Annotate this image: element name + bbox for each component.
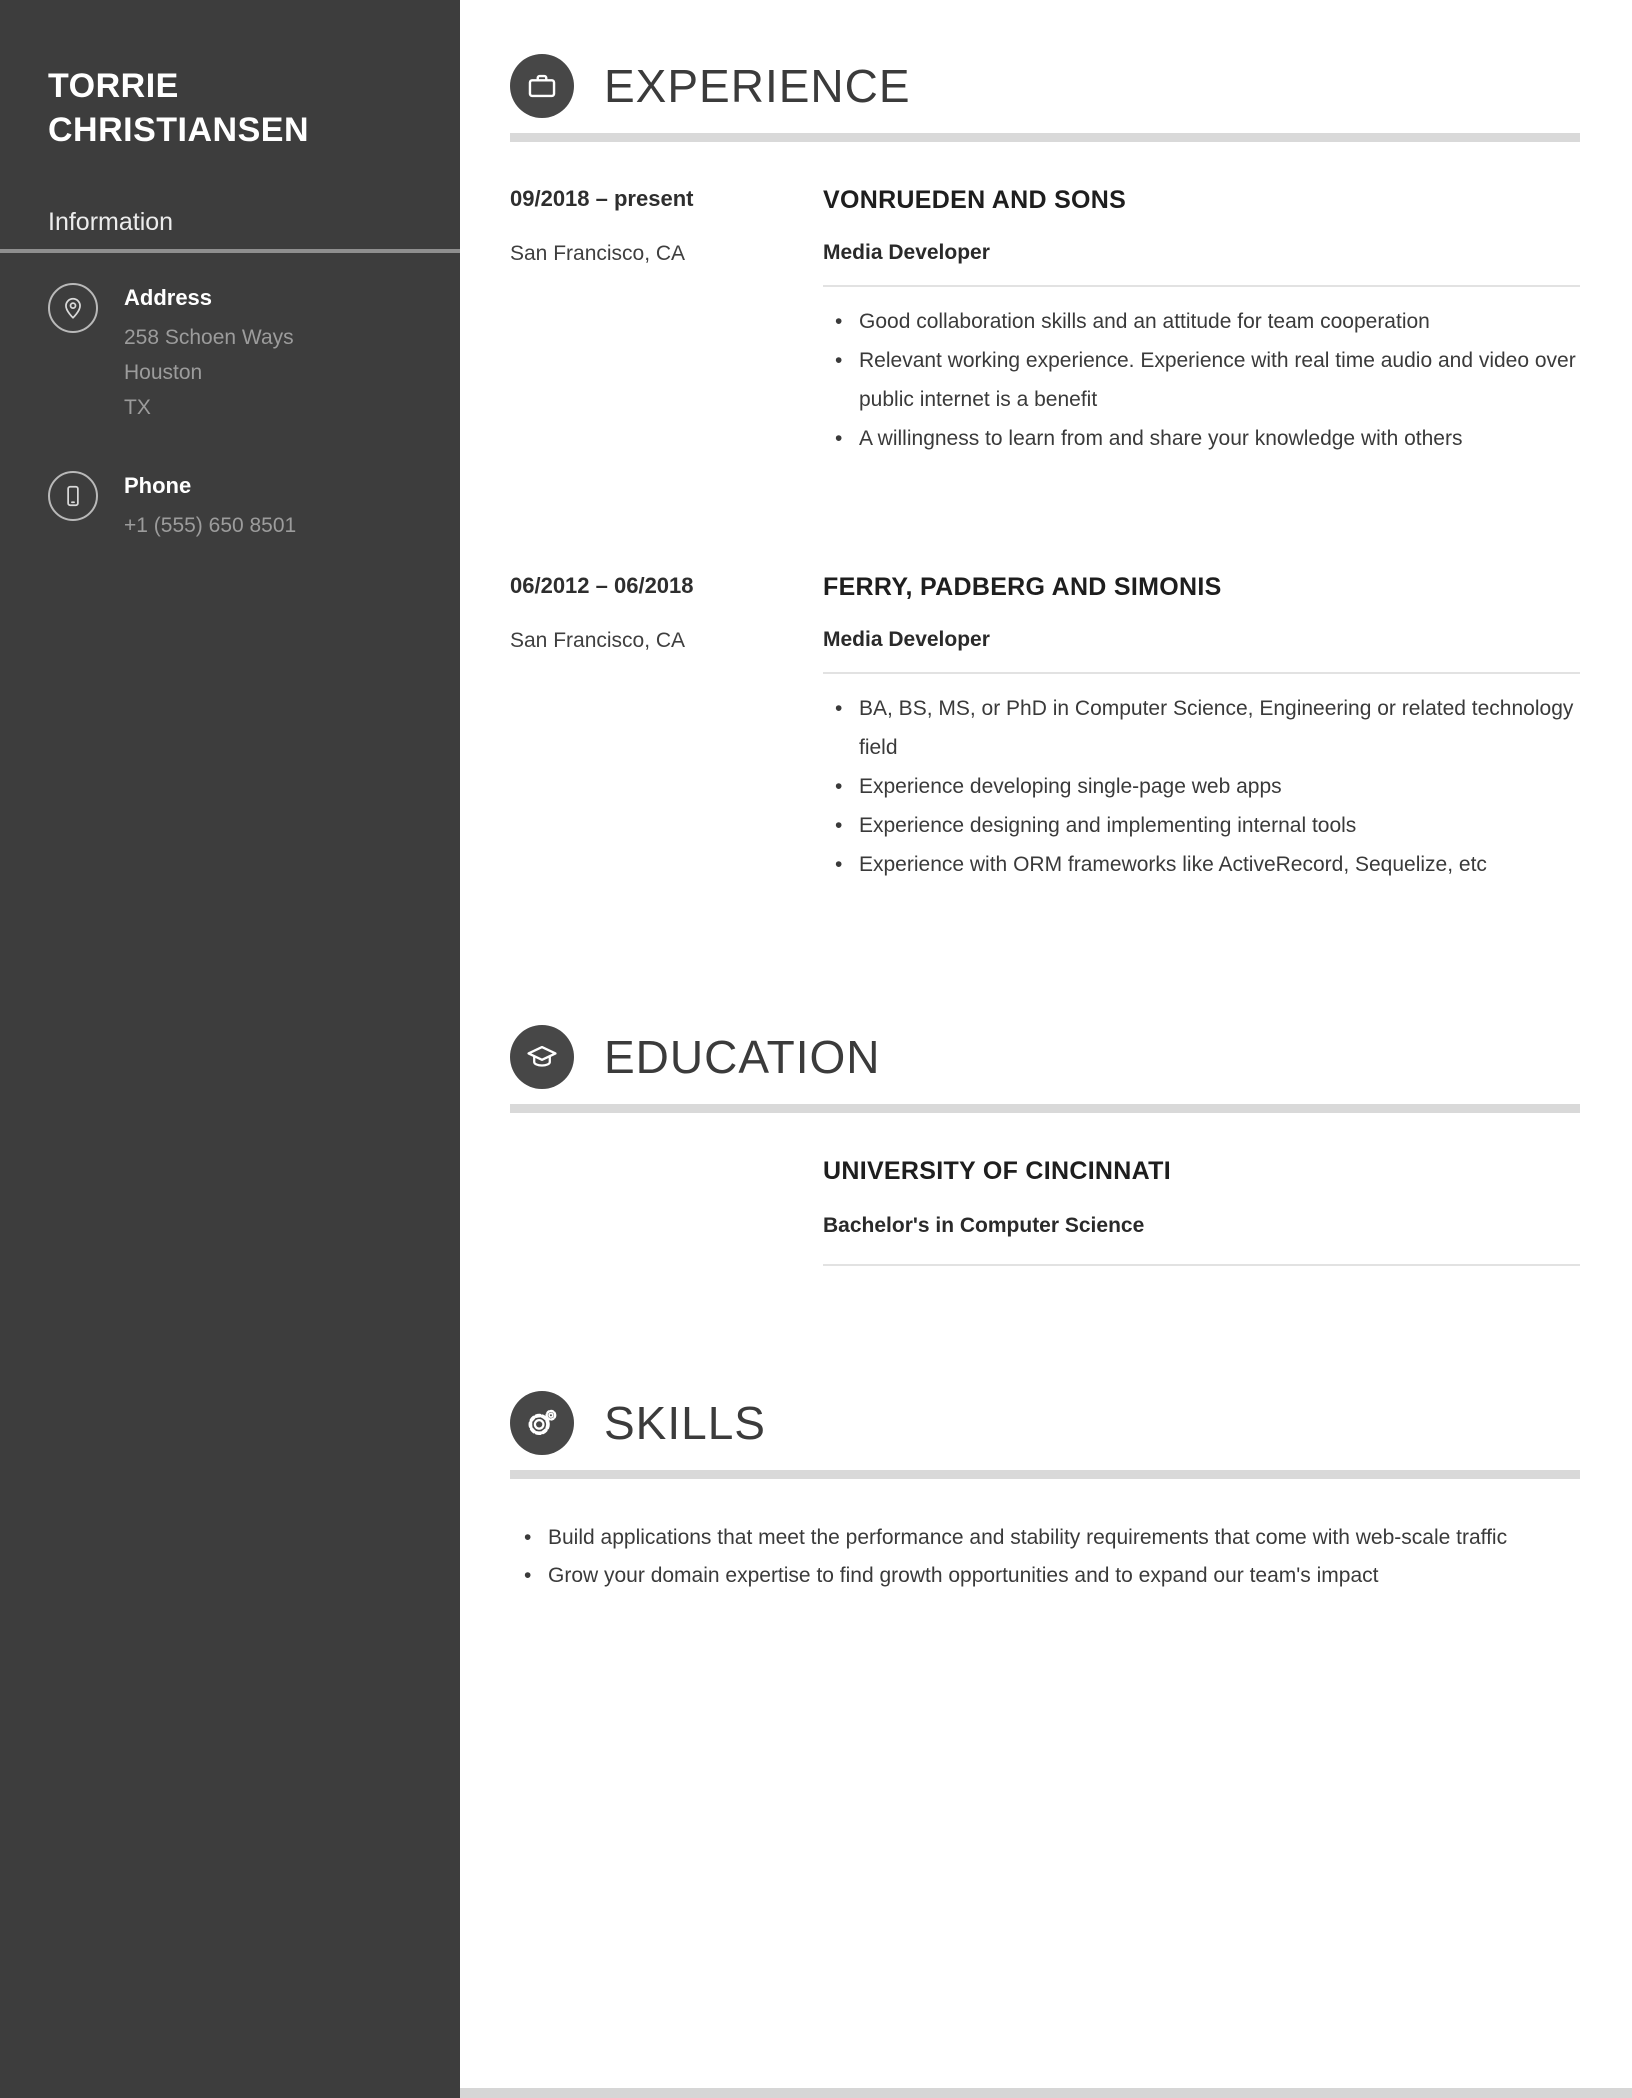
resume-main [460,0,1632,2098]
phone-number: +1 (555) 650 8501 [124,514,297,538]
experience-underline-bar [510,133,1580,142]
address-label: Address [124,285,213,311]
entry-details [823,186,1580,458]
experience-title: EXPERIENCE [604,60,911,112]
education-underline-bar [510,1104,1580,1113]
job-bullet: • Good collaboration skills and an attitude for team cooperation [823,303,1580,342]
address-line-street: 258 Schoen Ways [124,326,294,350]
entry-meta [510,1157,823,1266]
entry-meta [510,573,823,884]
sidebar [0,0,460,2098]
phone-body [124,471,296,544]
job-title: Media Developer [823,241,990,264]
page-bottom-edge [460,2088,1632,2098]
job-bullet: • Experience designing and implementing internal tools [823,807,1580,846]
entry-details [823,1157,1580,1266]
skills-section [510,1391,1580,1597]
address-line-city: Houston [124,361,203,385]
address-line-state: TX [124,395,151,419]
location-pin-icon [48,283,98,333]
education-title: EDUCATION [604,1030,881,1083]
job-title: Media Developer [823,628,990,652]
mobile-phone-icon [48,471,98,521]
job-bullet: • Experience developing single-page web apps [823,768,1580,807]
experience-section [510,54,1580,885]
briefcase-icon [510,54,574,118]
job-bullets [823,303,1580,458]
experience-header [510,54,1580,118]
entry-divider [823,672,1580,674]
skills-header [510,1391,1580,1455]
graduation-cap-icon [510,1025,574,1089]
information-heading: Information [48,208,174,237]
education-entry-cincinnati [510,1157,1580,1266]
entry-location: San Francisco, CA [510,629,686,653]
entry-divider [823,285,1580,287]
entry-dates: 06/2012 – 06/2018 [510,573,694,599]
company-name: VONRUEDEN AND SONS [823,186,1127,214]
school-name: UNIVERSITY OF CINCINNATI [823,1156,1171,1185]
candidate-name: TORRIE CHRISTIANSEN [48,67,310,150]
job-bullets [823,690,1580,884]
education-section [510,1025,1580,1266]
address-item [48,283,420,425]
entry-location: San Francisco, CA [510,242,686,265]
experience-entry-ferry [510,573,1580,884]
gears-icon [510,1391,574,1455]
company-name: FERRY, PADBERG AND SIMONIS [823,573,1222,602]
skills-title: SKILLS [604,1396,766,1449]
skills-list [510,1519,1580,1597]
phone-item [48,471,420,544]
entry-dates: 09/2018 – present [510,186,694,211]
job-bullet: • BA, BS, MS, or PhD in Computer Science, Engineering or related technology field [823,690,1580,768]
degree-name: Bachelor's in Computer Science [823,1213,1145,1237]
sidebar-divider [0,249,460,253]
job-bullet: • Relevant working experience. Experience with real time audio and video over public internet is a benefit [823,342,1580,420]
education-header [510,1025,1580,1089]
entry-details [823,573,1580,884]
entry-meta [510,186,823,458]
experience-entry-vonrueden [510,186,1580,458]
skill-bullet: • Build applications that meet the performance and stability requirements that come with web-scale traffic [510,1519,1580,1558]
entry-divider [823,1264,1580,1266]
job-bullet: • A willingness to learn from and share your knowledge with others [823,420,1580,459]
job-bullet: • Experience with ORM frameworks like ActiveRecord, Sequelize, etc [823,846,1580,885]
address-body [124,283,294,425]
skill-bullet: • Grow your domain expertise to find growth opportunities and to expand our team's impact [510,1557,1580,1596]
phone-label: Phone [124,473,192,499]
skills-underline-bar [510,1470,1580,1479]
